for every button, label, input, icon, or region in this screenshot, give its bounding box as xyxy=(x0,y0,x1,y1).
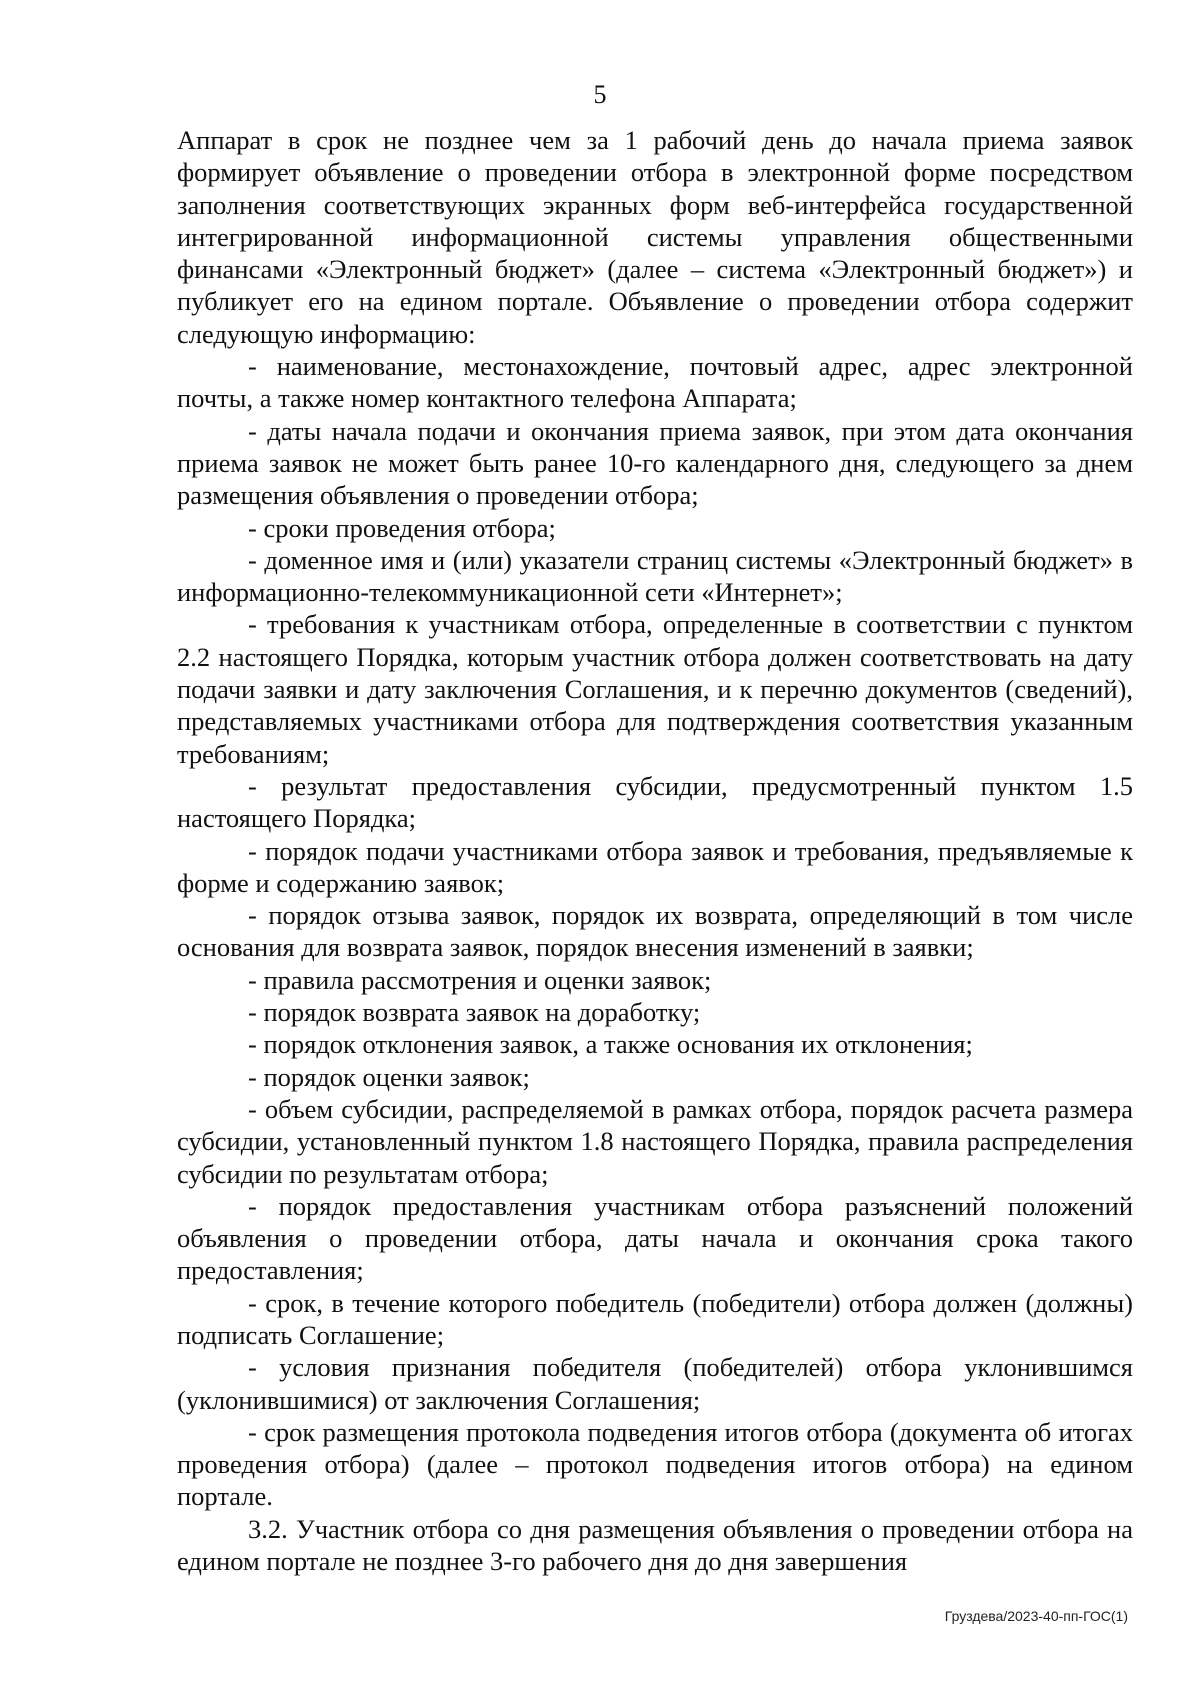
section-paragraph: 3.2. Участник отбора со дня размещения объявления о проведении отбора на едином портале не позднее 3-го рабочего дня до дня завершения xyxy=(177,1513,1133,1577)
list-item: - даты начала подачи и окончания приема заявок, при этом дата окончания приема заявок не может быть ранее 10-го календарного дня, следующего за днем размещения объявления о проведении отбора; xyxy=(177,415,1133,511)
document-body xyxy=(177,124,1133,1577)
list-item: - срок, в течение которого победитель (победители) отбора должен (должны) подписать Соглашение; xyxy=(177,1287,1133,1350)
footer-document-code: Груздева/2023-40-пп-ГОС(1) xyxy=(944,1608,1128,1624)
list-item: - доменное имя и (или) указатели страниц системы «Электронный бюджет» в информационно-телекоммуникационной сети «Интернет»; xyxy=(177,544,1133,608)
list-item: - порядок предоставления участникам отбора разъяснений положений объявления о проведении отбора, даты начала и окончания срока такого предоставления; xyxy=(177,1190,1133,1286)
list-item: - правила рассмотрения и оценки заявок; xyxy=(248,964,712,995)
list-item: - результат предоставления субсидии, предусмотренный пунктом 1.5 настоящего Порядка; xyxy=(177,770,1133,834)
list-item: - требования к участникам отбора, определенные в соответствии с пунктом 2.2 настоящего Порядка, которым участник отбора должен соответствовать на дату подачи заявки и дату заключения Соглашения, и к перечню документов (сведений), представляемых участниками отбора для подтверждения соответствия указанным требованиям; xyxy=(177,609,1133,769)
list-item: - условия признания победителя (победителей) отбора уклонившимся (уклонившимися) от заключения Соглашения; xyxy=(177,1352,1133,1415)
list-item: - порядок подачи участниками отбора заявок и требования, предъявляемые к форме и содержанию заявок; xyxy=(177,835,1133,898)
page-number: 5 xyxy=(593,80,607,109)
intro-paragraph: Аппарат в срок не позднее чем за 1 рабочий день до начала приема заявок формирует объявление о проведении отбора в электронной форме посредством заполнения соответствующих экранных форм веб-интерфейса государственной интегрированной информационной системы управления общественными финансами «Электронный бюджет» (далее – система «Электронный бюджет») и публикует его на едином портале. Объявление о проведении отбора содержит следующую информацию: xyxy=(177,125,1133,349)
list-item: - порядок возврата заявок на доработку; xyxy=(248,997,701,1028)
list-item: - сроки проведения отбора; xyxy=(248,512,556,543)
list-item: - срок размещения протокола подведения итогов отбора (документа об итогах проведения отбора) (далее – протокол подведения итогов отбора) на едином портале. xyxy=(177,1416,1133,1512)
list-item: - наименование, местонахождение, почтовый адрес, адрес электронной почты, а также номер контактного телефона Аппарата; xyxy=(177,351,1133,414)
list-item: - объем субсидии, распределяемой в рамках отбора, порядок расчета размера субсидии, установленный пунктом 1.8 настоящего Порядка, правила распределения субсидии по результатам отбора; xyxy=(177,1093,1133,1189)
list-item: - порядок оценки заявок; xyxy=(248,1061,530,1092)
list-item: - порядок отзыва заявок, порядок их возврата, определяющий в том числе основания для возврата заявок, порядок внесения изменений в заявки; xyxy=(177,900,1133,963)
list-item: - порядок отклонения заявок, а также основания их отклонения; xyxy=(248,1029,973,1060)
